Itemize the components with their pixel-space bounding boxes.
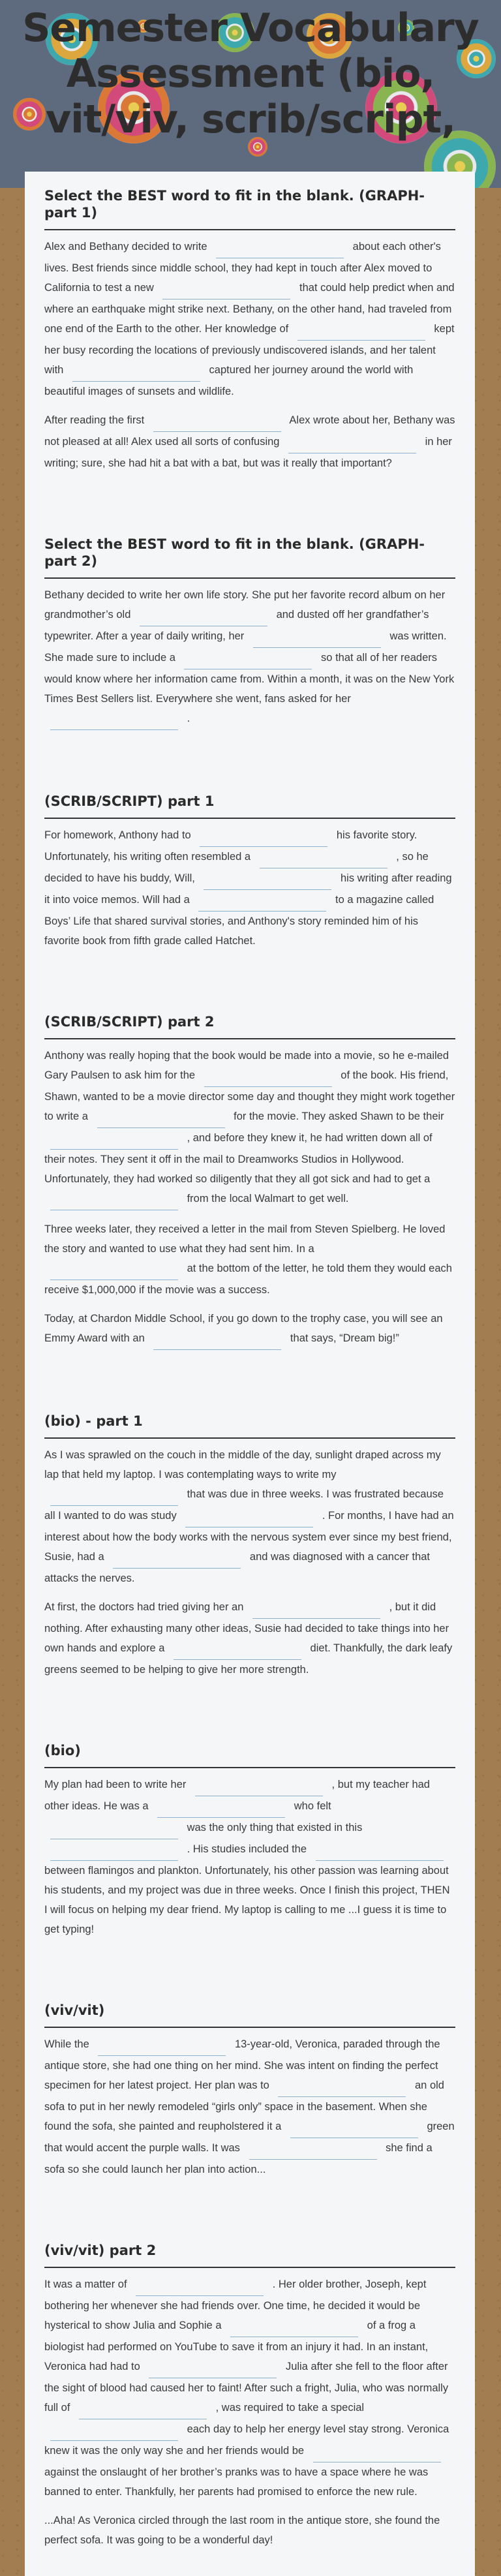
fill-in-blank-input[interactable] [162, 284, 290, 299]
question-section [44, 1413, 455, 1679]
assessment-form [25, 172, 475, 2576]
section-title: (bio) - part 1 [44, 1413, 455, 1439]
fill-in-blank-input[interactable] [140, 611, 267, 626]
fill-in-blank-input[interactable] [149, 2363, 277, 2378]
passage-text: Today, at Chardon Middle School, if you go down to the trophy case, you will see an Emmy Award with an [44, 1313, 443, 1344]
fill-in-blank-input[interactable] [204, 1072, 332, 1087]
passage-text: that says, “Dream big!” [287, 1332, 399, 1344]
passage-text: to a magazine called Boys’ Life that shared survival stories, and Anthony's story reminded him of his favorite book from fifth grade called Hatchet. [44, 894, 434, 947]
passage-paragraph [44, 2511, 455, 2550]
fill-in-blank-input[interactable] [157, 1803, 285, 1818]
fill-in-blank-input[interactable] [50, 2426, 178, 2441]
passage-paragraph [44, 1046, 455, 1210]
passage-paragraph [44, 825, 455, 951]
fill-in-blank-input[interactable] [216, 243, 344, 258]
passage-text: against the onslaught of her brother’s pranks was to have a space where he was banned to enter. Thankfully, her parents had promised to enforce the new rule. [44, 2466, 429, 2498]
section-title: (bio) [44, 1742, 455, 1768]
passage-text: It was a matter of [44, 2278, 130, 2290]
passage-text: that could help predict when and where an earthquake might strike next. Bethany, on the other hand, had traveled from one end of the Earth to the other. Her knowledge of [44, 282, 455, 335]
passage-text: she find a sofa so she could launch her plan into action... [44, 2142, 433, 2175]
fill-in-blank-input[interactable] [260, 853, 387, 868]
fill-in-blank-input[interactable] [153, 417, 281, 432]
fill-in-blank-input[interactable] [204, 875, 331, 890]
passage-text: his writing after reading it into voice memos. Will had a [44, 872, 452, 906]
passage-paragraph [44, 2034, 455, 2179]
fill-in-blank-input[interactable] [249, 2145, 377, 2160]
question-section [44, 793, 455, 951]
passage-text: about each other's lives. Best friends since middle school, they had kept in touch after Alex moved to California to test a new [44, 241, 441, 294]
fill-in-blank-input[interactable] [153, 1335, 281, 1350]
fill-in-blank-input[interactable] [278, 2082, 406, 2097]
passage-text: , but my teacher had other ideas. He was a [44, 1779, 430, 1812]
fill-in-blank-input[interactable] [288, 438, 416, 453]
passage-text: . Her older brother, Joseph, kept bothering her whenever she had friends over. One time, he decided it would be hysterical to show Julia and Sophie a [44, 2278, 427, 2331]
section-title: Select the BEST word to fit in the blank. (GRAPH-part 1) [44, 187, 455, 230]
passage-paragraph [44, 237, 455, 401]
passage-text: , was required to take a special [213, 2402, 365, 2414]
passage-text: between flamingos and plankton. Unfortunately, his other passion was learning about his students, and my project was due in three weeks. Once I finish this project, THEN I will focus on helping my dear friend. My laptop is calling to me ...I guess it is time to get typing! [44, 1865, 450, 1935]
fill-in-blank-input[interactable] [200, 832, 327, 847]
passage-text: of the book. His friend, Shawn, wanted to be a movie director some day and thought they might work together to write a [44, 1069, 455, 1122]
question-section [44, 2242, 455, 2550]
passage-text: and was diagnosed with a cancer that attacks the nerves. [44, 1551, 431, 1584]
passage-paragraph [44, 585, 455, 730]
fill-in-blank-input[interactable] [185, 1512, 313, 1527]
passage-text: and dusted off her grandfather’s typewriter. After a year of daily writing, her [44, 609, 429, 642]
passage-text: at the bottom of the letter, he told them they would each receive $1,000,000 if the movie was a success. [44, 1263, 452, 1296]
question-section [44, 1013, 455, 1350]
passage-paragraph [44, 1445, 455, 1588]
fill-in-blank-input[interactable] [98, 2041, 226, 2056]
fill-in-blank-input[interactable] [97, 1113, 225, 1128]
section-title: (SCRIB/SCRIPT) part 1 [44, 793, 455, 819]
passage-text: each day to help her energy level stay strong. Veronica knew it was the only way she and her friends would be [44, 2423, 449, 2457]
passage-text: ...Aha! As Veronica circled through the last room in the antique store, she found the perfect sofa. It was going to be a wonderful day! [44, 2515, 440, 2546]
passage-text: As I was sprawled on the couch in the middle of the day, sunlight draped across my lap that held my laptop. I was contemplating ways to write my [44, 1449, 441, 1480]
section-title: (viv/vit) [44, 2002, 455, 2028]
passage-text: 13-year-old, Veronica, paraded through the antique store, she had one thing on her mind. She was intent on finding the perfect specimen for her latest project. Her plan was to [44, 2038, 440, 2091]
fill-in-blank-input[interactable] [50, 1846, 178, 1861]
passage-paragraph [44, 1597, 455, 1679]
question-section [44, 1742, 455, 1939]
passage-text: Anthony was really hoping that the book would be made into a movie, so he e-mailed Gary Paulsen to ask him for the [44, 1050, 449, 1081]
passage-text: Three weeks later, they received a letter in the mail from Steven Spielberg. He loved the story and wanted to use what they had sent him. In a [44, 1223, 446, 1255]
fill-in-blank-input[interactable] [316, 1846, 444, 1861]
fill-in-blank-input[interactable] [290, 2123, 418, 2138]
passage-text: , and before they knew it, he had written down all of their notes. They sent it off in the mail to Dreamworks Studios in Hollywood. Unfortunately, they had worked so diligently that they all got sick and had to get a [44, 1132, 433, 1185]
passage-text: his favorite story. Unfortunately, his writing often resembled a [44, 829, 418, 863]
passage-text: so that all of her readers would know where her information came from. Within a month, it was on the New York Times Best Sellers list. Everywhere she went, fans asked for her [44, 652, 455, 705]
fill-in-blank-input[interactable] [50, 1491, 178, 1506]
passage-text: from the local Walmart to get well. [184, 1193, 349, 1204]
question-section [44, 2002, 455, 2179]
fill-in-blank-input[interactable] [313, 2447, 441, 2462]
passage-text: While the [44, 2038, 93, 2050]
passage-text: for the movie. They asked Shawn to be their [230, 1111, 444, 1122]
passage-paragraph [44, 1309, 455, 1350]
passage-text: Alex wrote about her, Bethany was not pleased at all! Alex used all sorts of confusing [44, 414, 455, 448]
fill-in-blank-input[interactable] [252, 1604, 380, 1619]
section-title: Select the BEST word to fit in the blank. (GRAPH-part 2) [44, 536, 455, 579]
question-section [44, 536, 455, 730]
passage-text: of a frog a biologist had performed on YouTube to save it from an injury it had. In an instant, Veronica had had to [44, 2320, 429, 2372]
fill-in-blank-input[interactable] [297, 326, 425, 341]
fill-in-blank-input[interactable] [230, 2322, 358, 2337]
fill-in-blank-input[interactable] [50, 1824, 178, 1839]
passage-text: in her writing; sure, she had hit a bat with a bat, but was it really that important? [44, 436, 452, 469]
passage-text: Bethany decided to write her own life story. She put her favorite record album on her grandmother’s old [44, 589, 446, 621]
passage-text: diet. Thankfully, the dark leafy greens seemed to be helping to give her more strength. [44, 1642, 453, 1676]
header-banner [0, 0, 501, 188]
passage-text: an old sofa to put in her newly remodeled “girls only” space in the basement. When she found the sofa, she painted and reupholstered it a [44, 2079, 444, 2132]
question-section [44, 187, 455, 473]
fill-in-blank-input[interactable] [184, 654, 312, 669]
passage-text: was the only thing that existed in this [184, 1822, 363, 1833]
fill-in-blank-input[interactable] [113, 1554, 241, 1569]
passage-text: that was due in three weeks. I was frustrated because all I wanted to do was study [44, 1488, 444, 1522]
fill-in-blank-input[interactable] [50, 715, 178, 730]
fill-in-blank-input[interactable] [50, 1135, 178, 1150]
section-title: (SCRIB/SCRIPT) part 2 [44, 1013, 455, 1039]
passage-text: captured her journey around the world with beautiful images of sunsets and wildlife. [44, 364, 414, 397]
passage-paragraph [44, 1219, 455, 1300]
passage-text: For homework, Anthony had to [44, 829, 194, 841]
passage-paragraph [44, 2275, 455, 2502]
fill-in-blank-input[interactable] [174, 1645, 301, 1660]
passage-text: . His studies included the [184, 1843, 310, 1855]
passage-text: , but it did nothing. After exhausting many other ideas, Susie had decided to take things into her own hands and explore a [44, 1601, 449, 1654]
fill-in-blank-input[interactable] [72, 367, 200, 382]
fill-in-blank-input[interactable] [195, 1781, 323, 1796]
passage-paragraph [44, 410, 455, 473]
fill-in-blank-input[interactable] [136, 2281, 264, 2296]
passage-text: Alex and Bethany decided to write [44, 241, 211, 253]
passage-text: . [184, 713, 190, 724]
fill-in-blank-input[interactable] [253, 633, 381, 648]
fill-in-blank-input[interactable] [50, 1265, 178, 1280]
page-title: Semester Vocabulary Assessment (bio, vit/viv, scrib/script, [22, 5, 479, 142]
fill-in-blank-input[interactable] [79, 2404, 207, 2419]
passage-text: After reading the first [44, 414, 147, 426]
passage-text: At first, the doctors had tried giving her an [44, 1601, 247, 1613]
passage-text: . For months, I have had an interest about how the body works with the nervous system ever since my best friend, Susie, had a [44, 1510, 454, 1563]
passage-text: My plan had been to write her [44, 1779, 189, 1790]
passage-text: Julia after she fell to the floor after the sight of blood had caused her to faint! After such a fright, Julia, who was normally full of [44, 2361, 449, 2414]
passage-text: kept her busy recording the locations of previously undiscovered islands, and her talent with [44, 323, 455, 376]
fill-in-blank-input[interactable] [50, 1195, 178, 1210]
passage-text: who felt [291, 1800, 331, 1812]
fill-in-blank-input[interactable] [198, 897, 326, 912]
passage-text: was written. She made sure to include a [44, 630, 447, 664]
passage-paragraph [44, 1775, 455, 1939]
passage-text: , so he decided to have his buddy, Will, [44, 851, 429, 884]
passage-text: green that would accent the purple walls. It was [44, 2121, 455, 2154]
section-title: (viv/vit) part 2 [44, 2242, 455, 2268]
